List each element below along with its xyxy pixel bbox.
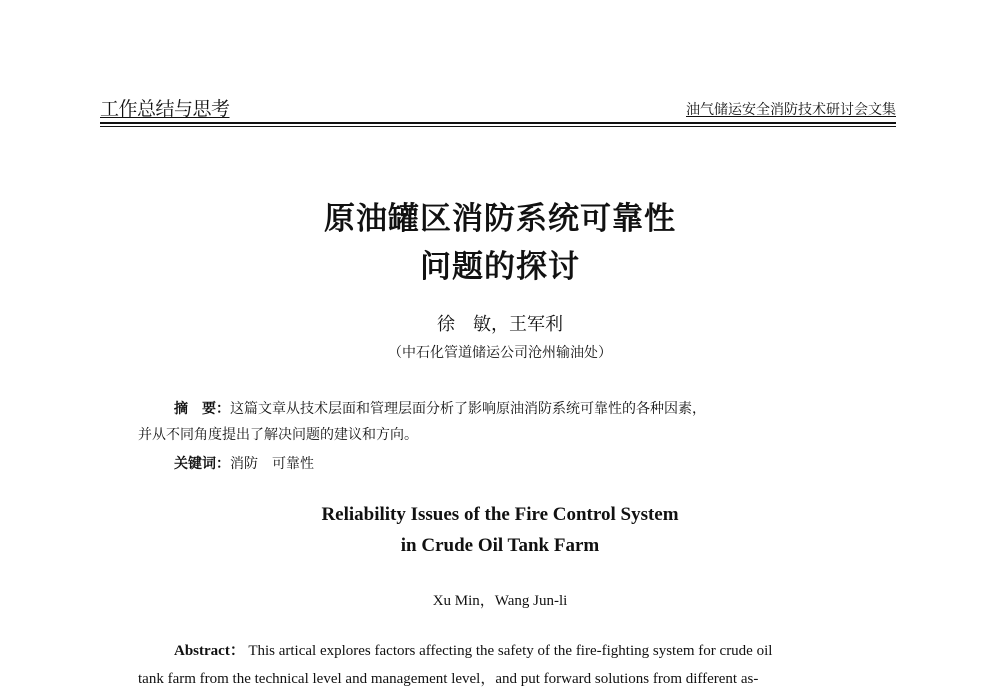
running-header-section: 工作总结与思考 (100, 98, 230, 120)
author-affiliation: （中石化管道储运公司沧州输油处） (388, 345, 612, 361)
english-author-list: Xu Min，Wang Jun-li (432, 593, 568, 609)
english-title-line-1: Reliability Issues of the Fire Control System (321, 504, 679, 525)
english-abstract-text-2: tank farm from the technical level and management level，and put forward solutions from different as- (138, 671, 759, 687)
abstract-first-line (174, 399, 706, 419)
paper-title-line-2: 问题的探讨 (420, 249, 580, 285)
english-abstract-text-1: This artical explores factors affecting the safety of the fire-fighting system for crude oil (248, 643, 773, 659)
keywords-label: 关键词： (174, 456, 230, 472)
english-abstract-first-line (174, 642, 874, 660)
keywords-text: 消防 可靠性 (230, 456, 314, 472)
paper-title-line-1: 原油罐区消防系统可靠性 (324, 201, 676, 237)
english-title-line-2: in Crude Oil Tank Farm (400, 535, 600, 556)
keywords-line (174, 454, 314, 474)
running-header-journal: 油气储运安全消防技术研讨会文集 (686, 102, 896, 118)
abstract-label: 摘 要： (174, 401, 230, 417)
abstract-text-1: 这篇文章从技术层面和管理层面分析了影响原油消防系统可靠性的各种因素， (230, 401, 706, 417)
header-rule-thick (100, 122, 896, 124)
header-rule-thin (100, 126, 896, 127)
author-list: 徐 敏，王军利 (437, 314, 563, 335)
abstract-text-2: 并从不同角度提出了解决问题的建议和方向。 (138, 427, 418, 443)
english-abstract-label: Abstract： (174, 643, 245, 659)
